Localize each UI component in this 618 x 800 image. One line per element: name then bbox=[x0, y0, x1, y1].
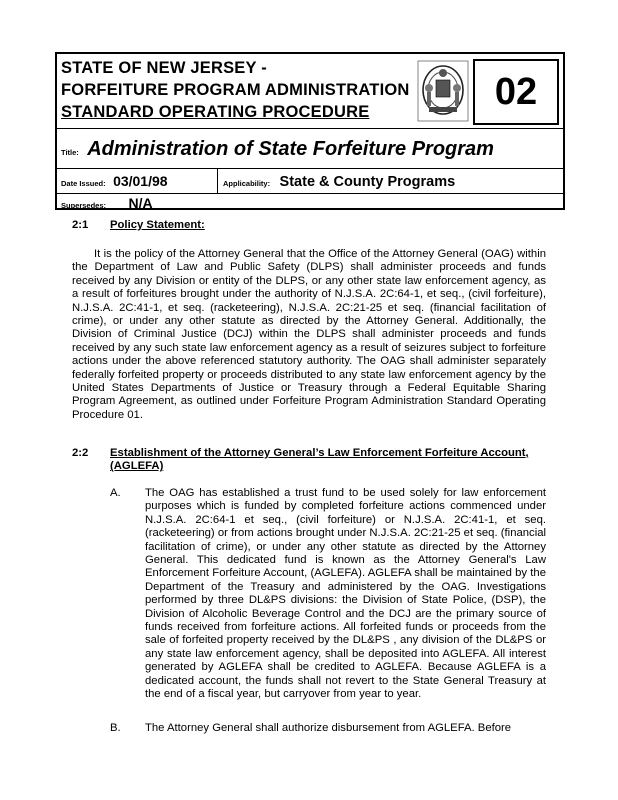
supersedes-value: N/A bbox=[128, 195, 153, 211]
sop-number-box bbox=[473, 59, 559, 125]
state-seal-icon bbox=[417, 60, 469, 122]
header-line-sop: STANDARD OPERATING PROCEDURE bbox=[61, 103, 370, 121]
item-a-text: The OAG has established a trust fund to be used solely for law enforcement purposes which is funded by completed forfeiture actions commenced under N.J.S.A. 2C:64-1 et seq., (civil forfeiture) or N.J.S.A. 2C:41-1, et seq. (racketeering) or from actions brought under N.J.S.A. 2C:21-25 et seq. (financial facilitation of crime), or under any other statute as directed by the Attorney General. This dedicated fund is known as the Attorney General's Law Enforcement Forfeiture Account, (AGLEFA). AGLEFA shall be maintained by the Department of the Treasury and administered by the OAG. Investigations performed by three DL&PS divisions: the Division of State Police, (DSP), the Division of Alcoholic Beverage Control and the DCJ are the primary source of funds received from forfeiture actions. All forfeited funds or proceeds from the sale of forfeited property received by the DL&PS , any division of the DL&PS or any state law enforcement agency, shall be deposited into AGLEFA. All interest generated by AGLEFA shall be credited to AGLEFA. Because AGLEFA is a dedicated account, the funds shall not revert to the State General Treasury at the end of a fiscal year, but carryover from year to year. bbox=[145, 487, 546, 701]
header-divider bbox=[57, 168, 563, 169]
applicability-row bbox=[223, 173, 455, 191]
date-issued: 03/01/98 bbox=[113, 173, 168, 189]
section-number: 2:2 bbox=[72, 447, 89, 459]
header-line-program: FORFEITURE PROGRAM ADMINISTRATION bbox=[61, 81, 410, 99]
applicability-label: Applicability: bbox=[223, 179, 271, 188]
item-letter: A. bbox=[110, 487, 121, 499]
cell-divider bbox=[217, 168, 218, 193]
supersedes-row bbox=[61, 195, 153, 213]
item-letter: B. bbox=[110, 722, 121, 734]
applicability-value: State & County Programs bbox=[279, 174, 456, 190]
policy-statement-paragraph: It is the policy of the Attorney General that the Office of the Attorney General (OAG) within the Department of Law and Public Safety (DLPS) shall administer proceeds and funds received by any Division or entity of the DLPS, or any other state law enforcement agency, as a result of forfeitures brought under the authority of N.J.S.A. 2C:64-1, et seq., (civil forfeiture), N.J.S.A. 2C:41-1, et seq. (racketeering), N.J.S.A. 2C:21-25 et seq. (financial facilitation of crime), or under any other statute as directed by the Attorney General. Additionally, the Division of Criminal Justice (DCJ) within the DLPS shall administer proceeds and funds received by any such state law enforcement agency as a result of seizures subject to forfeiture actions under the above referenced statutory authority. The OAG shall administer separately federally forfeited property or proceeds distributed to any state law enforcement agency by the United States Departments of Justice or Treasury through a Federal Equitable Sharing Program Agreement, as outlined under Forfeiture Program Administration Standard Operating Procedure 01. bbox=[72, 248, 546, 421]
header-divider bbox=[57, 128, 563, 129]
header-line-state: STATE OF NEW JERSEY - bbox=[61, 59, 267, 77]
document-title: Administration of State Forfeiture Program bbox=[87, 138, 494, 160]
section-title bbox=[110, 447, 546, 474]
section-title-line: (AGLEFA) bbox=[110, 460, 164, 473]
title-label: Title: bbox=[61, 148, 79, 157]
header-divider bbox=[57, 193, 563, 194]
sop-header bbox=[55, 52, 565, 210]
date-label: Date Issued: bbox=[61, 179, 106, 188]
section-title-line: Establishment of the Attorney General’s Law Enforcement Forfeiture Account, bbox=[110, 447, 529, 459]
supersedes-label: Supersedes: bbox=[61, 201, 107, 210]
section-number: 2:1 bbox=[72, 219, 89, 231]
item-b-text: The Attorney General shall authorize disbursement from AGLEFA. Before bbox=[145, 722, 512, 734]
sop-number: 02 bbox=[494, 70, 538, 113]
date-row bbox=[61, 173, 168, 191]
title-row bbox=[61, 138, 494, 161]
section-title: Policy Statement: bbox=[110, 219, 205, 231]
